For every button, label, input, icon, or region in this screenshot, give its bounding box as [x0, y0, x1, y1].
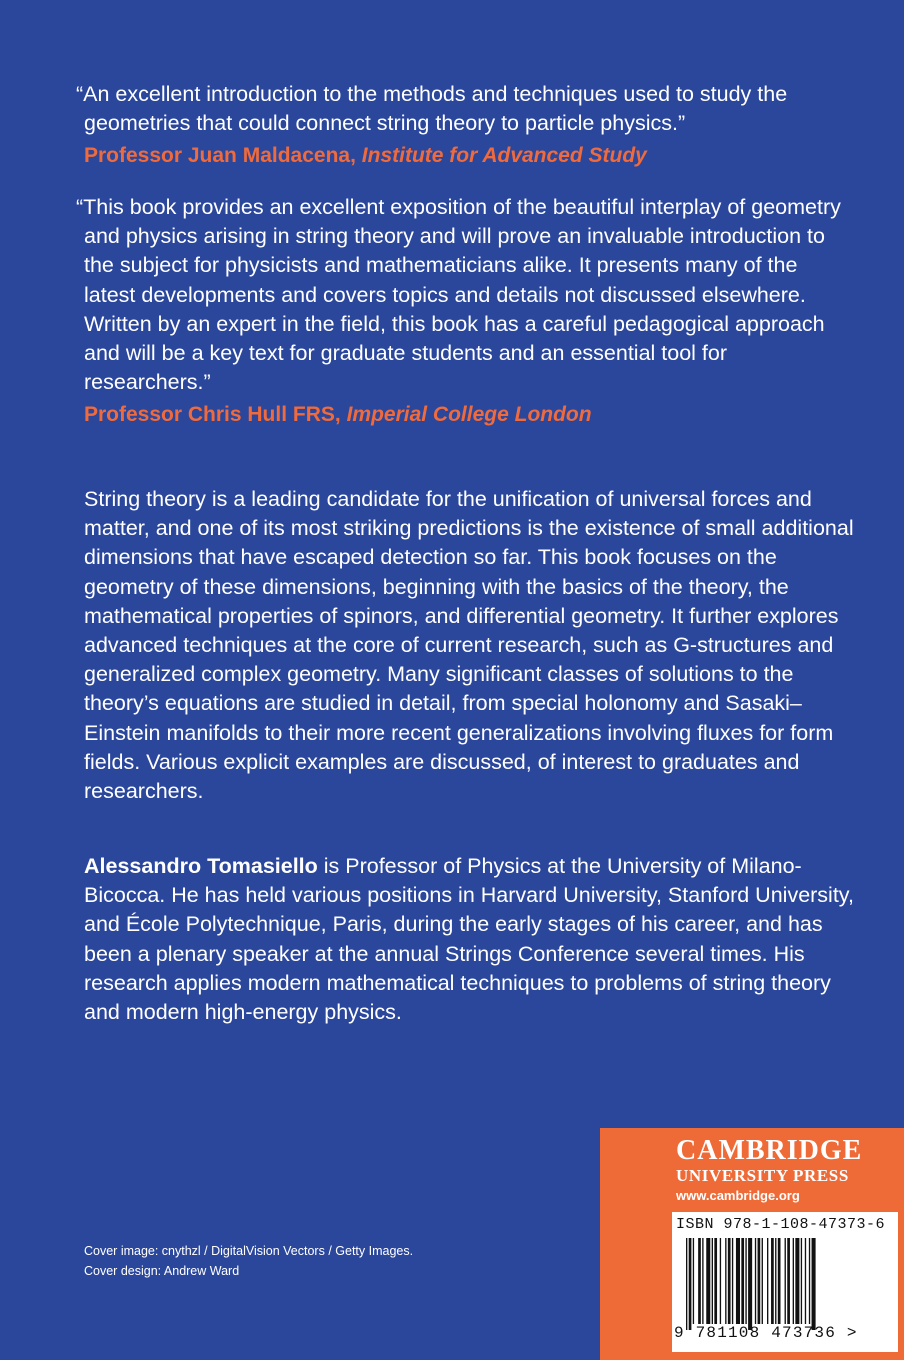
- barcode-bar: [755, 1238, 756, 1324]
- author-bio-text: is Professor of Physics at the University of Milano-Bicocca. He has held various positions in Harvard University, Stanford University, and École Polytechnique, Paris, during the early stages of his career, and has been a plenary speaker at the annual Strings Conference several times. His research applies modern mathematical techniques to problems of string theory and modern high-energy physics.: [84, 854, 854, 1025]
- barcode-bar: [793, 1238, 794, 1324]
- barcode-icon: [686, 1238, 882, 1330]
- quote-text: “This book provides an excellent exposition of the beautiful interplay of geometry and physics arising in string theory and will prove an invaluable introduction to the subject for physicists and mathematicians alike. It presents many of the latest developments and covers topics and details not discussed elsewhere. Written by an expert in the field, this book has a careful pedagogical approach and will be a key text for graduate students and an essential tool for researchers.”: [76, 195, 841, 395]
- barcode-bar: [686, 1238, 687, 1330]
- barcode-digits: 9 781108 473736 >: [674, 1324, 858, 1342]
- barcode-bar: [758, 1238, 761, 1324]
- author-name: Alessandro Tomasiello: [84, 854, 318, 878]
- barcode-bar: [693, 1238, 694, 1324]
- barcode-bar: [720, 1238, 721, 1324]
- publisher-name: CAMBRIDGE: [676, 1135, 863, 1166]
- barcode-bar: [714, 1238, 717, 1324]
- quote-text: “An excellent introduction to the methods and techniques used to study the geometries that could connect string theory to particle physics.”: [76, 82, 788, 136]
- barcode-box: [672, 1212, 898, 1352]
- barcode-bar: [698, 1238, 701, 1324]
- publisher-url: www.cambridge.org: [676, 1188, 800, 1203]
- barcode-bar: [787, 1238, 790, 1324]
- attribution-name: Professor Juan Maldacena,: [84, 144, 356, 168]
- quote-attribution: [84, 401, 854, 429]
- barcode-bar: [706, 1238, 710, 1324]
- cover-image-credit: Cover image: cnythzl / DigitalVision Vectors / Getty Images.: [84, 1244, 414, 1258]
- barcode-bar: [767, 1238, 768, 1324]
- barcode-bar: [748, 1238, 752, 1330]
- barcode-bar: [795, 1238, 799, 1324]
- quote-attribution: [84, 142, 854, 170]
- barcode-bar: [736, 1238, 740, 1324]
- barcode-bar: [809, 1238, 810, 1324]
- attribution-institution: Institute for Advanced Study: [361, 144, 647, 168]
- barcode-bar: [689, 1238, 692, 1330]
- barcode-bar: [778, 1238, 781, 1324]
- barcode-bar: [762, 1238, 763, 1324]
- author-bio: [84, 852, 864, 1027]
- quote-hull: [76, 193, 854, 429]
- attribution-name: Professor Chris Hull FRS,: [84, 403, 341, 427]
- barcode-bar: [728, 1238, 731, 1324]
- cover-design-credit: Cover design: Andrew Ward: [84, 1264, 240, 1278]
- barcode-bar: [805, 1238, 806, 1324]
- barcode-bar: [775, 1238, 776, 1324]
- barcode-bar: [741, 1238, 744, 1324]
- barcode-bar: [785, 1238, 786, 1324]
- barcode-bar: [745, 1238, 746, 1324]
- barcode-bar: [725, 1238, 726, 1324]
- book-description: String theory is a leading candidate for the unification of universal forces and matter, and one of its most striking predictions is the existence of small additional dimensions that have escaped detection so far. This book focuses on the geometry of these dimensions, beginning with the basics of the theory, the mathematical properties of spinors, and differential geometry. It further explores advanced techniques at the core of current research, such as G-structures and generalized complex geometry. Many significant classes of solutions to the theory’s equations are studied in detail, from special holonomy and Sasaki–Einstein manifolds to their more recent generalizations involving fluxes for form fields. Various explicit examples are discussed, of interest to graduates and researchers.: [84, 487, 854, 804]
- barcode-bar: [712, 1238, 713, 1324]
- barcode-bar: [771, 1238, 774, 1324]
- barcode-bar: [732, 1238, 733, 1324]
- quote-maldacena: [76, 80, 854, 170]
- attribution-institution: Imperial College London: [346, 403, 592, 427]
- barcode-bar: [812, 1238, 816, 1330]
- barcode-bar: [801, 1238, 802, 1324]
- barcode-bar: [702, 1238, 703, 1324]
- publisher-panel: [600, 1128, 904, 1360]
- cover-credits: [84, 1241, 413, 1281]
- isbn-label: ISBN 978-1-108-47373-6: [676, 1216, 886, 1233]
- publisher-subtitle: UNIVERSITY PRESS: [676, 1166, 849, 1185]
